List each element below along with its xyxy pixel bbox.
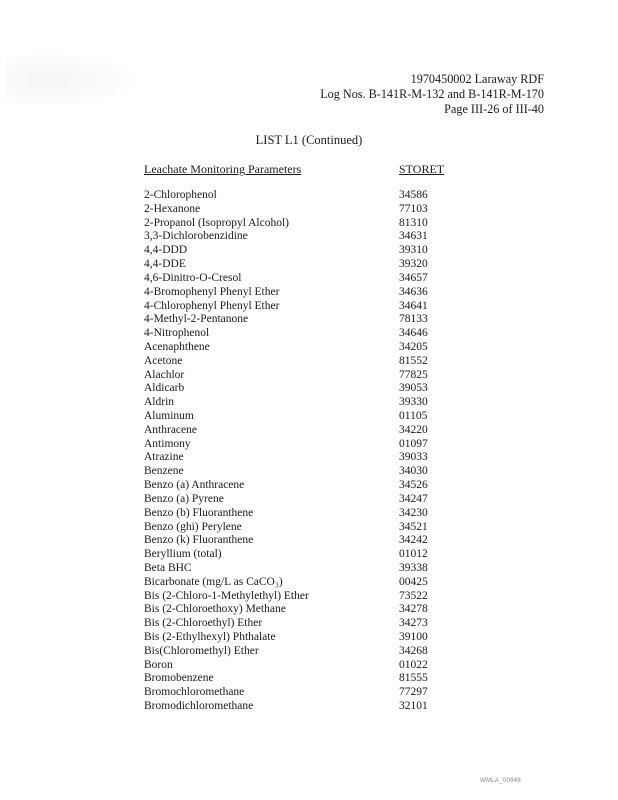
parameter-name: Bromobenzene <box>144 672 214 685</box>
list-item <box>144 507 474 521</box>
storet-code: 34230 <box>399 506 428 519</box>
storet-code: 34636 <box>399 285 428 298</box>
parameter-name: Bicarbonate (mg/L as CaCO₃) <box>144 575 283 588</box>
parameter-name: Acetone <box>144 354 183 367</box>
parameter-name: 4,6-Dinitro-O-Cresol <box>144 271 242 284</box>
parameter-name: Bromodichloromethane <box>144 700 254 713</box>
parameter-name: 4-Bromophenyl Phenyl Ether <box>144 285 280 298</box>
parameter-name: Antimony <box>144 437 191 450</box>
storet-code: 78133 <box>399 313 428 326</box>
storet-code: 01022 <box>399 658 428 671</box>
document-header <box>320 72 544 117</box>
list-item <box>144 590 474 604</box>
bates-stamp: WMLA_00848 <box>480 778 522 784</box>
log-numbers-line: Log Nos. B-141R-M-132 and B-141R-M-170 <box>320 87 544 101</box>
parameter-name: 2-Chlorophenol <box>144 189 217 201</box>
list-item <box>144 521 474 535</box>
parameter-name: Boron <box>144 658 173 671</box>
list-item <box>144 189 474 203</box>
facility-line: 1970450002 Laraway RDF <box>410 72 544 86</box>
parameter-name: Benzo (b) Fluoranthene <box>144 506 254 519</box>
list-item <box>144 659 474 673</box>
storet-code: 73522 <box>399 589 428 602</box>
parameter-name: Alachlor <box>144 368 185 381</box>
storet-code: 34242 <box>399 534 428 547</box>
list-item <box>144 493 474 507</box>
page-number-line: Page III-26 of III-40 <box>444 102 544 116</box>
list-item <box>144 465 474 479</box>
parameter-column-header: Leachate Monitoring Parameters <box>144 162 302 176</box>
storet-code: 81555 <box>399 672 428 685</box>
parameter-name: Benzene <box>144 465 184 478</box>
list-item <box>144 341 474 355</box>
list-title: LIST L1 (Continued) <box>255 133 363 147</box>
list-item <box>144 438 474 452</box>
parameter-name: Aluminum <box>144 410 194 422</box>
list-item <box>144 286 474 300</box>
storet-code: 77297 <box>399 686 428 699</box>
list-item <box>144 631 474 645</box>
list-item <box>144 534 474 548</box>
list-item <box>144 230 474 244</box>
storet-code: 32101 <box>399 700 428 713</box>
storet-code: 34220 <box>399 423 428 436</box>
storet-code: 34278 <box>399 603 428 616</box>
parameter-name: 3,3-Dichlorobenzidine <box>144 230 248 243</box>
list-item <box>144 244 474 258</box>
list-item <box>144 272 474 286</box>
list-item <box>144 645 474 659</box>
parameter-name: Bis (2-Ethylhexyl) Phthalate <box>144 631 276 643</box>
storet-code: 77825 <box>399 368 428 381</box>
list-item <box>144 217 474 231</box>
storet-code: 34526 <box>399 479 428 492</box>
storet-code: 34631 <box>399 230 428 243</box>
storet-code: 39310 <box>399 244 428 257</box>
parameter-name: Acenaphthene <box>144 340 210 353</box>
parameter-name: Aldicarb <box>144 382 185 395</box>
storet-code: 01012 <box>399 548 428 561</box>
storet-code: 39053 <box>399 382 428 395</box>
list-item <box>144 382 474 396</box>
list-item <box>144 603 474 617</box>
storet-code: 34030 <box>399 465 428 478</box>
parameter-name: 4,4-DDD <box>144 244 188 257</box>
parameter-name: 2-Propanol (Isopropyl Alcohol) <box>144 216 290 229</box>
storet-code: 01105 <box>399 410 428 422</box>
parameter-name: Benzo (k) Fluoranthene <box>144 534 254 547</box>
list-item <box>144 548 474 562</box>
parameter-name: 4-Methyl-2-Pentanone <box>144 313 249 326</box>
parameter-name: Anthracene <box>144 423 197 436</box>
list-item <box>144 396 474 410</box>
parameter-name: Aldrin <box>144 396 175 409</box>
storet-code: 34273 <box>399 617 428 630</box>
parameter-name: Beta BHC <box>144 561 192 574</box>
list-item <box>144 562 474 576</box>
list-item <box>144 576 474 590</box>
list-item <box>144 355 474 369</box>
list-item <box>144 479 474 493</box>
list-item <box>144 700 474 714</box>
list-item <box>144 258 474 272</box>
list-item <box>144 451 474 465</box>
list-item <box>144 410 474 424</box>
storet-code: 81552 <box>399 354 428 367</box>
list-item <box>144 203 474 217</box>
parameter-name: Bis (2-Chloroethyl) Ether <box>144 617 263 630</box>
list-item <box>144 686 474 700</box>
storet-code: 39033 <box>399 451 428 464</box>
storet-code: 34657 <box>399 271 428 284</box>
parameter-name: Benzo (a) Anthracene <box>144 479 245 492</box>
scan-artifact <box>6 50 146 110</box>
parameter-name: Bis(Chloromethyl) Ether <box>144 644 259 657</box>
storet-code: 34646 <box>399 327 428 340</box>
storet-code: 00425 <box>399 575 428 588</box>
list-item <box>144 672 474 686</box>
list-item <box>144 369 474 383</box>
storet-code: 34247 <box>399 492 428 505</box>
storet-code: 39320 <box>399 258 428 271</box>
parameter-name: Bis (2-Chloro-1-Methylethyl) Ether <box>144 589 309 602</box>
parameter-name: Bromochloromethane <box>144 686 245 699</box>
storet-code: 39100 <box>399 631 428 643</box>
parameter-name: 4,4-DDE <box>144 258 186 271</box>
storet-code: 01097 <box>399 437 428 450</box>
parameter-name: 4-Nitrophenol <box>144 327 210 340</box>
list-item <box>144 424 474 438</box>
storet-code: 39338 <box>399 561 428 574</box>
list-item <box>144 327 474 341</box>
storet-code: 34521 <box>399 520 428 533</box>
storet-code: 81310 <box>399 216 428 229</box>
list-item <box>144 617 474 631</box>
list-item <box>144 313 474 327</box>
parameter-name: Atrazine <box>144 451 184 464</box>
parameter-name: 2-Hexanone <box>144 202 201 215</box>
parameter-list <box>144 189 474 714</box>
parameter-name: Benzo (ghi) Perylene <box>144 520 242 533</box>
list-item <box>144 300 474 314</box>
storet-code: 34268 <box>399 644 428 657</box>
storet-code: 34641 <box>399 299 428 312</box>
storet-code: 39330 <box>399 396 428 409</box>
parameter-name: 4-Chlorophenyl Phenyl Ether <box>144 299 280 312</box>
storet-code: 34586 <box>399 189 428 201</box>
storet-code: 34205 <box>399 340 428 353</box>
storet-column-header: STORET <box>399 162 445 176</box>
parameter-name: Bis (2-Chloroethoxy) Methane <box>144 603 286 616</box>
storet-code: 77103 <box>399 202 428 215</box>
parameter-name: Benzo (a) Pyrene <box>144 492 224 505</box>
parameter-name: Beryllium (total) <box>144 548 222 561</box>
